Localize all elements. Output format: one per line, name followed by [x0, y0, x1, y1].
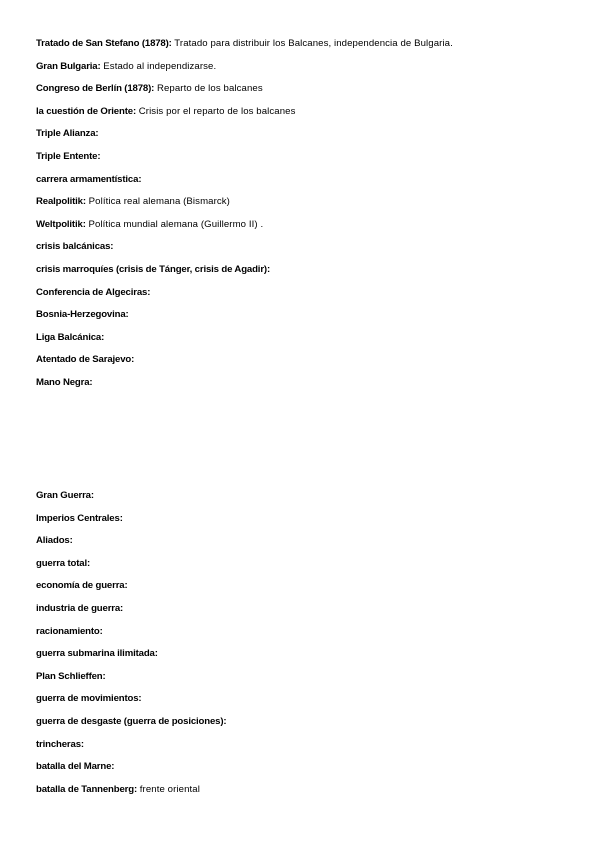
entry-colon: :: [266, 264, 270, 275]
entry-term: Atentado de Sarajevo: [36, 354, 132, 365]
entry-term: Triple Entente: [36, 151, 98, 162]
glossary-entry: [36, 580, 128, 592]
glossary-entry: [36, 61, 216, 73]
glossary-entry: [36, 558, 90, 570]
glossary-entry: [36, 716, 226, 728]
entry-colon: :: [89, 377, 93, 388]
entry-colon: :: [138, 693, 142, 704]
entry-colon: :: [168, 38, 172, 49]
entry-definition: Estado al independizarse.: [100, 61, 217, 72]
entry-colon: :: [154, 648, 158, 659]
entry-term: Bosnia-Herzegovina: [36, 309, 126, 320]
entry-term: batalla de Tannenberg: [36, 784, 134, 795]
entry-colon: :: [69, 535, 73, 546]
glossary-entry: [36, 626, 103, 638]
entry-term: batalla del Marne: [36, 761, 112, 772]
glossary-entry: [36, 603, 123, 615]
entry-term: Mano Negra: [36, 377, 90, 388]
glossary-entry: [36, 128, 98, 140]
entry-colon: :: [120, 603, 124, 614]
entry-colon: :: [223, 716, 227, 727]
glossary-entry: [36, 309, 129, 321]
entry-definition: Tratado para distribuir los Balcanes, independencia de Bulgaria.: [171, 38, 453, 49]
glossary-entry: [36, 784, 200, 796]
entry-colon: :: [97, 151, 101, 162]
glossary-entry: [36, 106, 296, 118]
entry-colon: :: [132, 106, 136, 117]
entry-definition: Política mundial alemana (Guillermo II) .: [85, 219, 264, 230]
entry-colon: :: [82, 196, 86, 207]
glossary-entry: [36, 83, 263, 95]
entry-term: guerra de desgaste (guerra de posiciones): [36, 716, 224, 727]
glossary-entry: [36, 174, 141, 186]
entry-colon: :: [119, 513, 123, 524]
glossary-entry: [36, 693, 141, 705]
entry-term: Realpolitik: [36, 196, 83, 207]
entry-term: Plan Schlieffen: [36, 671, 103, 682]
glossary-entry: [36, 196, 230, 208]
glossary-entry: [36, 535, 73, 547]
glossary-entry: [36, 671, 106, 683]
entry-term: Liga Balcánica: [36, 332, 102, 343]
entry-colon: :: [102, 671, 106, 682]
glossary-entry: [36, 377, 92, 389]
entry-term: Tratado de San Stefano (1878): [36, 38, 169, 49]
entry-term: Aliados: [36, 535, 70, 546]
entry-term: la cuestión de Oriente: [36, 106, 133, 117]
entry-colon: :: [133, 784, 138, 795]
entry-term: economía de guerra: [36, 580, 125, 591]
entry-term: trincheras: [36, 739, 81, 750]
entry-term: guerra total: [36, 558, 87, 569]
entry-term: Triple Alianza: [36, 128, 96, 139]
entry-colon: :: [97, 61, 101, 72]
entry-colon: :: [111, 761, 115, 772]
entry-term: Weltpolitik: [36, 219, 83, 230]
entry-term: racionamiento: [36, 626, 100, 637]
entry-term: crisis balcánicas: [36, 241, 111, 252]
entry-definition: Crisis por el reparto de los balcanes: [135, 106, 296, 117]
entry-colon: :: [101, 332, 105, 343]
glossary-entry: [36, 739, 84, 751]
entry-colon: :: [82, 219, 86, 230]
entry-term: Imperios Centrales: [36, 513, 120, 524]
glossary-entry: [36, 241, 113, 253]
entry-term: Gran Guerra: [36, 490, 91, 501]
glossary-entry: [36, 761, 114, 773]
entry-colon: :: [138, 174, 142, 185]
glossary-entry: [36, 332, 104, 344]
entry-term: Conferencia de Algeciras: [36, 287, 148, 298]
entry-colon: :: [95, 128, 99, 139]
entry-definition: frente oriental: [137, 784, 200, 795]
glossary-entry: [36, 151, 100, 163]
entry-colon: :: [86, 558, 91, 569]
glossary-entry: [36, 490, 94, 502]
entry-term: Gran Bulgaria: [36, 61, 98, 72]
entry-term: guerra de movimientos: [36, 693, 139, 704]
glossary-entry: [36, 264, 270, 276]
entry-colon: :: [90, 490, 94, 501]
entry-term: crisis marroquíes (crisis de Tánger, crisis de Agadir): [36, 264, 267, 275]
entry-colon: :: [99, 626, 103, 637]
glossary-entry: [36, 354, 134, 366]
entry-definition: Política real alemana (Bismarck): [85, 196, 230, 207]
glossary-entry: [36, 648, 158, 660]
glossary-entry: [36, 287, 150, 299]
entry-term: Congreso de Berlín (1878): [36, 83, 152, 94]
entry-term: guerra submarina ilimitada: [36, 648, 155, 659]
entry-colon: :: [124, 580, 128, 591]
entry-colon: :: [147, 287, 151, 298]
entry-term: industria de guerra: [36, 603, 121, 614]
glossary-entry: [36, 219, 263, 231]
entry-colon: :: [80, 739, 84, 750]
entry-colon: :: [131, 354, 135, 365]
glossary-entry: [36, 38, 453, 50]
entry-colon: :: [125, 309, 129, 320]
glossary-entry: [36, 513, 123, 525]
entry-colon: :: [151, 83, 155, 94]
entry-term: carrera armamentística: [36, 174, 139, 185]
entry-definition: Reparto de los balcanes: [154, 83, 263, 94]
entry-colon: :: [110, 241, 114, 252]
